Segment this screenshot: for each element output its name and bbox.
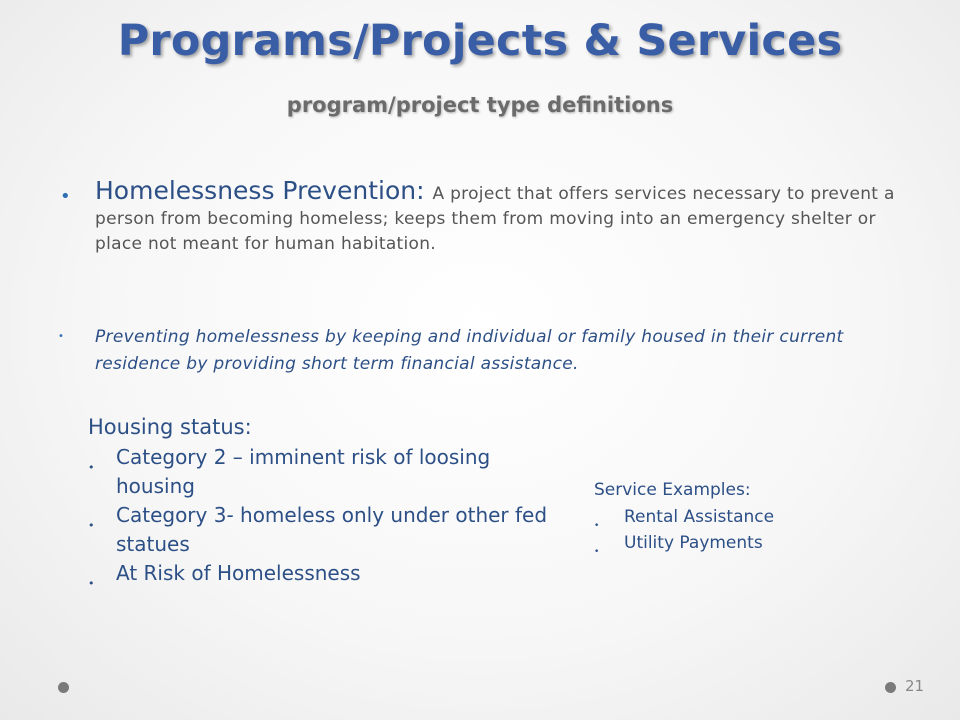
housing-status-heading: Housing status: [88,415,252,439]
footer-left-dot-icon [58,682,69,693]
list-item: • Utility Payments [594,530,854,556]
bullet-dot-icon: • [88,519,95,532]
bullet-dot-icon: • [88,461,95,474]
housing-status-section [88,415,548,588]
slide-title: Programs/Projects & Services [117,16,843,66]
description-bullet [58,324,895,378]
slide-subtitle: program/project type definitions [286,93,674,117]
definition-text: A project that offers services necessary to prevent a person from becoming homeless; keeps them from moving into an emergency shelter or place not meant for human habitation. [95,184,895,254]
list-item: • Rental Assistance [594,504,854,530]
description-text: Preventing homelessness by keeping and individual or family housed in their current residence by providing short term financial assistance. [95,327,844,374]
housing-status-list [88,443,548,588]
list-item: • Category 2 – imminent risk of loosing housing [88,445,491,498]
service-examples-heading: Service Examples: [594,480,751,500]
page-number: 21 [905,677,925,695]
service-examples-list [594,504,854,556]
definition-bullet [60,176,915,257]
bullet-dot-icon: • [88,577,95,590]
definition-term: Homelessness Prevention: [95,176,433,205]
bullet-dot-icon: • [60,186,71,207]
bullet-dot-icon: • [594,547,600,557]
list-item: • At Risk of Homelessness [88,559,548,588]
list-item: • Category 3- homeless only under other fed statues [88,503,548,556]
footer-right-dot-icon [885,682,896,693]
bullet-dot-icon: • [594,521,600,531]
service-examples-section [594,480,854,556]
bullet-dot-icon: • [58,331,64,342]
